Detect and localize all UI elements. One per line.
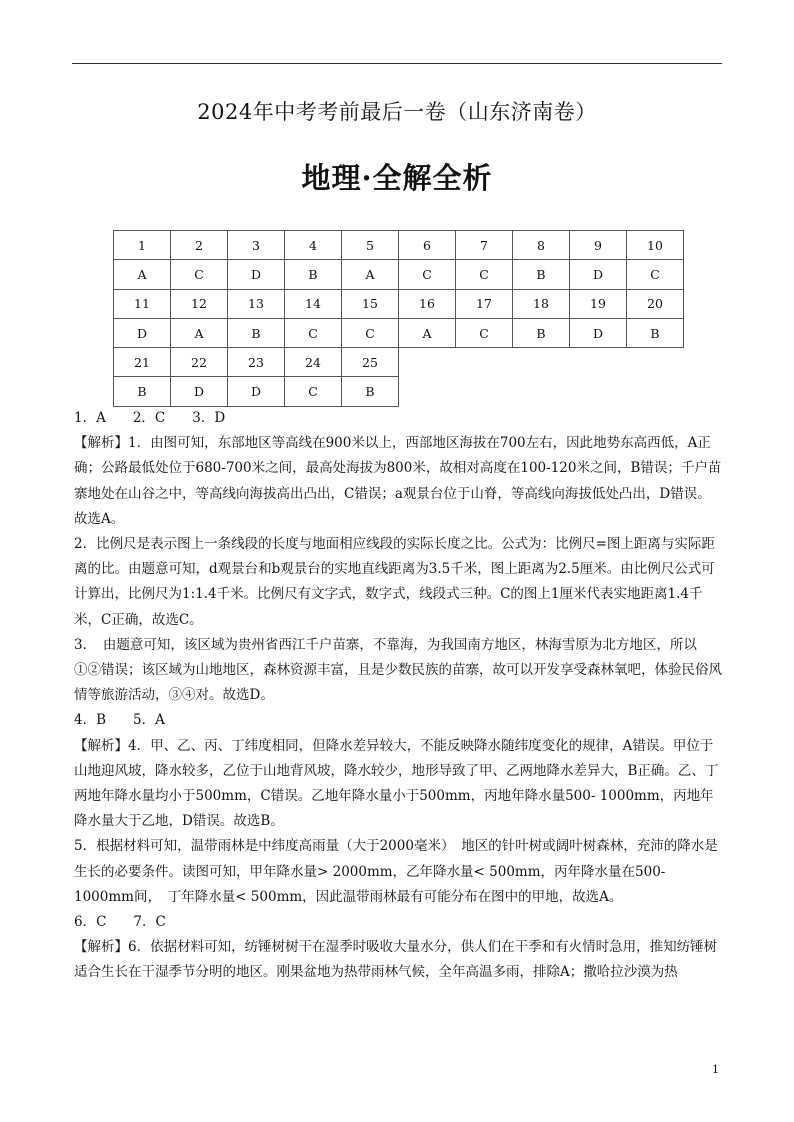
empty-cell	[570, 348, 627, 377]
question-number-cell: 12	[171, 289, 228, 318]
empty-cell	[513, 348, 570, 377]
answer-cell: C	[285, 318, 342, 347]
question-number-cell: 7	[456, 231, 513, 260]
answer-cell: A	[114, 260, 171, 289]
question-number-cell: 15	[342, 289, 399, 318]
content-paragraph: 3． 由题意可知，该区域为贵州省西江千户苗寨，不靠海，为我国南方地区，林海雪原为北方地区，所以①②错误；该区域为山地地区，森林资源丰富，且是少数民族的苗寨，故可以开发享受森林氧吧，体验民俗风情等旅游活动，③④对。故选D。	[74, 636, 722, 704]
answer-cell: C	[171, 260, 228, 289]
question-number-cell: 9	[570, 231, 627, 260]
question-number-cell: 8	[513, 231, 570, 260]
question-number-cell: 5	[342, 231, 399, 260]
empty-cell	[456, 348, 513, 377]
answer-cell: B	[342, 377, 399, 406]
answer-cell: C	[285, 377, 342, 406]
question-number-row	[114, 231, 684, 260]
question-number-cell: 19	[570, 289, 627, 318]
explanation-content	[74, 406, 722, 986]
question-number-cell: 16	[399, 289, 456, 318]
content-paragraph: 1．A 2．C 3．D	[74, 410, 226, 426]
question-number-cell: 25	[342, 348, 399, 377]
answer-cell: C	[456, 260, 513, 289]
answer-cell: C	[456, 318, 513, 347]
answer-cell: C	[627, 260, 684, 289]
content-paragraph: 2．比例尺是表示图上一条线段的长度与地面相应线段的实际长度之比。公式为：比例尺=图上距离与实际距离的比。由题意可知，d观景台和b观景台的实地直线距离为3.5千米，图上距离为2.5厘米。由比例尺公式可计算出，比例尺为1:1.4千米。比例尺有文字式，数字式，线段式三种。C的图上1厘米代表实地距离1.4千米，C正确，故选C。	[74, 536, 715, 628]
answer-cell: A	[171, 318, 228, 347]
answer-cell: C	[342, 318, 399, 347]
answer-cell: A	[399, 318, 456, 347]
question-number-cell: 4	[285, 231, 342, 260]
answer-row	[114, 318, 684, 347]
answer-row	[114, 260, 684, 289]
question-number-cell: 14	[285, 289, 342, 318]
question-number-cell: 10	[627, 231, 684, 260]
answer-cell: B	[627, 318, 684, 347]
content-paragraph: 【解析】6．依据材料可知，纺锤树树干在湿季时吸收大量水分，供人们在干季和有火情时急用，推知纺锤树适合生长在干湿季节分明的地区。刚果盆地为热带雨林气候，全年高温多雨，排除A；撒哈拉沙漠为热	[74, 939, 718, 981]
page-title: 2024年中考考前最后一卷（山东济南卷）	[197, 100, 597, 124]
answer-row	[114, 377, 684, 406]
question-number-cell: 23	[228, 348, 285, 377]
answer-cell: D	[570, 318, 627, 347]
content-paragraph: 5．根据材料可知，温带雨林是中纬度高雨量（大于2000毫米） 地区的针叶树或阔叶树森林，充沛的降水是生长的必要条件。读图可知，甲年降水量> 2000mm，乙年降水量< 500mm，丙年降水量在500-1000mm间， 丁年降水量< 500mm，因此温带雨林最有可能分布在图中的甲地，故选A。	[74, 838, 718, 905]
question-number-cell: 2	[171, 231, 228, 260]
answer-cell: D	[114, 318, 171, 347]
answer-cell: B	[228, 318, 285, 347]
question-number-cell: 21	[114, 348, 171, 377]
question-number-cell: 11	[114, 289, 171, 318]
answer-cell: B	[513, 318, 570, 347]
answer-cell: D	[570, 260, 627, 289]
question-number-cell: 22	[171, 348, 228, 377]
page-subtitle: 地理·全解全析	[301, 161, 493, 195]
answer-cell: B	[114, 377, 171, 406]
answer-cell: B	[513, 260, 570, 289]
answer-cell: D	[228, 377, 285, 406]
question-number-cell: 24	[285, 348, 342, 377]
empty-cell	[627, 377, 684, 406]
question-number-cell: 6	[399, 231, 456, 260]
content-paragraph: 4．B 5．A	[74, 712, 165, 729]
page-number: 1	[712, 1063, 719, 1076]
question-number-cell: 18	[513, 289, 570, 318]
answer-cell: C	[399, 260, 456, 289]
empty-cell	[399, 348, 456, 377]
answer-cell: A	[342, 260, 399, 289]
answer-key-table	[113, 230, 684, 407]
question-number-row	[114, 348, 684, 377]
content-paragraph: 6．C 7．C	[74, 914, 166, 931]
empty-cell	[399, 377, 456, 406]
answer-cell: D	[228, 260, 285, 289]
empty-cell	[627, 348, 684, 377]
question-number-cell: 3	[228, 231, 285, 260]
question-number-cell: 1	[114, 231, 171, 260]
content-paragraph: 【解析】4．甲、乙、丙、丁纬度相同，但降水差异较大，不能反映降水随纬度变化的规律，A错误。甲位于山地迎风坡，降水较多，乙位于山地背风坡，降水较少，地形导致了甲、乙两地降水差异大，B正确。乙、丁两地年降水量均小于500mm，C错误。乙地年降水量小于500mm，丙地年降水量500- 1000mm，丙地年降水量大于乙地，D错误。故选B。	[74, 737, 719, 830]
empty-cell	[456, 377, 513, 406]
question-number-row	[114, 289, 684, 318]
empty-cell	[513, 377, 570, 406]
header-rule	[72, 63, 722, 64]
content-paragraph: 【解析】1．由图可知，东部地区等高线在900米以上，西部地区海拔在700左右，因此地势东高西低，A正确；公路最低处位于680-700米之间，最高处海拔为800米，故相对高度在100-120米之间，B错误；千户苗寨地处在山谷之中，等高线向海拔高出凸出，C错误；a观景台位于山脊，等高线向海拔低处凸出，D错误。故选A。	[74, 435, 722, 527]
answer-cell: B	[285, 260, 342, 289]
answer-cell: D	[171, 377, 228, 406]
question-number-cell: 17	[456, 289, 513, 318]
question-number-cell: 13	[228, 289, 285, 318]
empty-cell	[570, 377, 627, 406]
question-number-cell: 20	[627, 289, 684, 318]
